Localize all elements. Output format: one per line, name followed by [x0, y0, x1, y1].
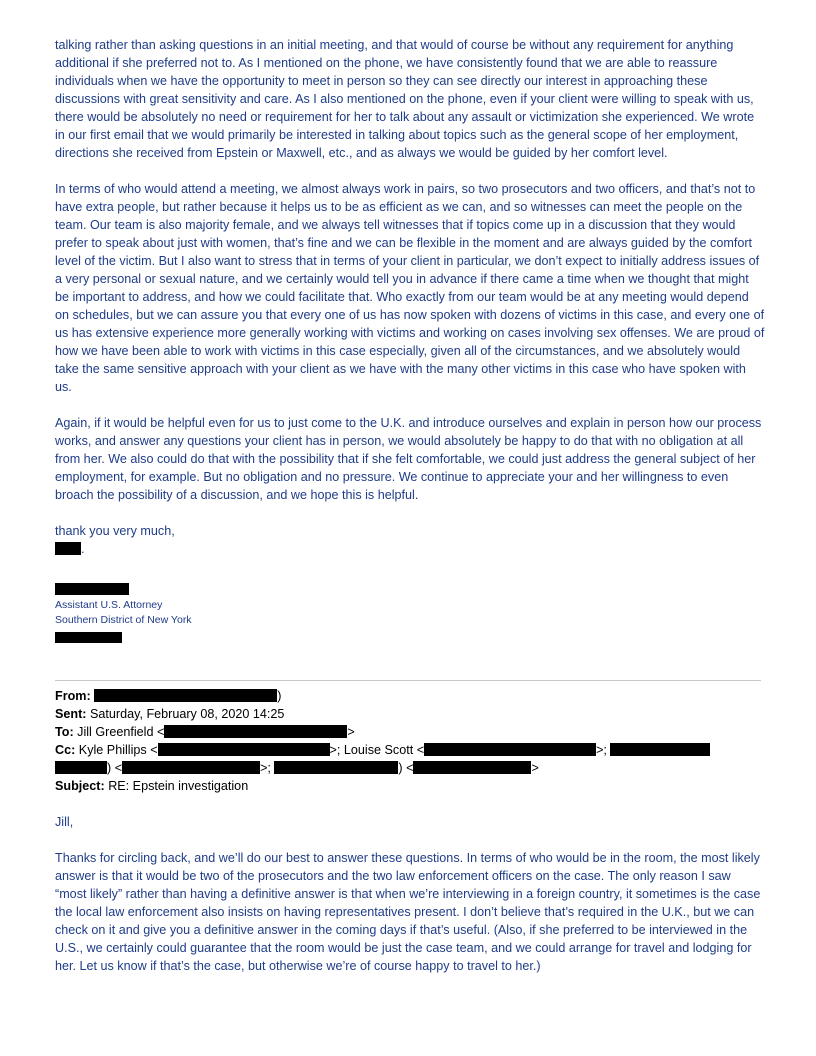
from-label: From: — [55, 689, 91, 703]
to-name: Jill Greenfield < — [77, 725, 165, 739]
signature-office: Southern District of New York — [55, 614, 192, 626]
redaction-block — [55, 542, 81, 555]
from-line — [55, 687, 765, 705]
to-label: To: — [55, 725, 74, 739]
subject-value: RE: Epstein investigation — [108, 779, 249, 793]
reply-paragraph: Thanks for circling back, and we’ll do our best to answer these questions. In terms of who would be in the room, the most likely answer is that it would be two of the prosecutors and the two law enforcement officers on the case. The only reason I saw “most likely” rather than having a definitive answer is that when we’re interviewing in a foreign country, it sometimes is the case the local law enforcement also insists on having representatives present. I don’t believe that’s required in the U.K., but we can check on it and give you a definitive answer in the coming days if that’s useful. (Also, if she preferred to be interviewed in the U.S., we certainly could guarantee that the room would be just the case team, and we could arrange for travel and lodging for her. Let us know if that’s the case, but otherwise we’re of course happy to travel to her.) — [55, 851, 761, 973]
sender-initials: . — [55, 540, 765, 558]
body-paragraph-3: Again, if it would be helpful even for us to just come to the U.K. and introduce ourselves and explain in person how our process works, and answer any questions your client has in person, we would absolutely be happy to do that with no obligation at all from her. We also could do that with the possibility that if she felt comfortable, we could just address the general subject of her employment, for example. But no obligation and no pressure. We continue to appreciate your and her willingness to even broach the possibility of a discussion, and we hope this is helpful. — [55, 416, 762, 502]
closing-line: thank you very much, — [55, 524, 175, 538]
reply-salutation: Jill, — [55, 815, 74, 829]
cc-label: Cc: — [55, 743, 76, 757]
redaction-block — [610, 743, 710, 756]
sent-value: Saturday, February 08, 2020 14:25 — [89, 707, 285, 721]
cc-name-1: Kyle Phillips < — [78, 743, 158, 757]
from-suffix: ) — [277, 689, 282, 703]
subject-label: Subject: — [55, 779, 105, 793]
cc-line2-c: ) < — [398, 761, 414, 775]
cc-line2-d: > — [531, 761, 539, 775]
redaction-block — [164, 725, 347, 738]
cc-line2-a: ) < — [107, 761, 123, 775]
redaction-block — [55, 583, 129, 595]
redaction-block — [55, 632, 122, 643]
to-line — [55, 723, 765, 741]
redaction-block — [274, 761, 398, 774]
cc-separator-1: >; Louise Scott < — [329, 743, 425, 757]
redaction-block — [413, 761, 531, 774]
signature-title: Assistant U.S. Attorney — [55, 599, 163, 611]
cc-line — [55, 741, 765, 759]
cc-separator-2: >; — [596, 743, 607, 757]
redaction-block — [94, 689, 277, 702]
email-header — [55, 687, 765, 795]
divider — [55, 680, 761, 681]
body-paragraph-2: In terms of who would attend a meeting, we almost always work in pairs, so two prosecutors and two officers, and that’s not to have extra people, but rather because it helps us to be as efficient as we can, and so witnesses can meet the people on the team. Our team is also majority female, and we always tell witnesses that if topics come up in a discussion that they would prefer to speak about just with women, that’s fine and we can be flexible in the moment and are always guided by the comfort level of the victim. But I also want to stress that in terms of your client in particular, we don’t expect to initially address issues of a very personal or sexual nature, and we certainly would tell you in advance if there came a time when we thought that might be important to address, and how we could facilitate that. Who exactly from our team would be at any meeting would depend on schedules, but we can assure you that every one of us has now spoken with dozens of victims in this case, and every one of us has extensive experience more generally working with victims and working on cases involving sex offenses. We are proud of how we have been able to work with victims in this case especially, given all of the circumstances, and we absolutely would take the same sensitive approach with your client as we have with the many other victims in this case who have spoken with us. — [55, 182, 765, 394]
sent-label: Sent: — [55, 707, 87, 721]
cc-line2-b: >; — [260, 761, 271, 775]
subject-line — [55, 777, 765, 795]
email-document — [55, 36, 765, 975]
signature-block — [55, 576, 765, 646]
sent-line — [55, 705, 765, 723]
cc-line-continued — [55, 759, 765, 777]
redaction-block — [424, 743, 596, 756]
redaction-block — [55, 761, 107, 774]
redaction-block — [122, 761, 260, 774]
to-end: > — [347, 725, 355, 739]
redaction-block — [158, 743, 330, 756]
body-paragraph-1: talking rather than asking questions in an initial meeting, and that would of course be without any requirement for anything additional if she preferred not to. As I mentioned on the phone, we have consistently found that we are able to reassure individuals when we have the opportunity to meet in person so they can see directly our interest in approaching these discussions with great sensitivity and care. As I also mentioned on the phone, even if your client were willing to speak with us, there would be absolutely no need or requirement for her to talk about any assault or victimization she experienced. We wrote in our first email that we would primarily be interested in talking about topics such as the general scope of her employment, directions she received from Epstein or Maxwell, etc., and as always we would be guided by her comfort level. — [55, 38, 755, 160]
